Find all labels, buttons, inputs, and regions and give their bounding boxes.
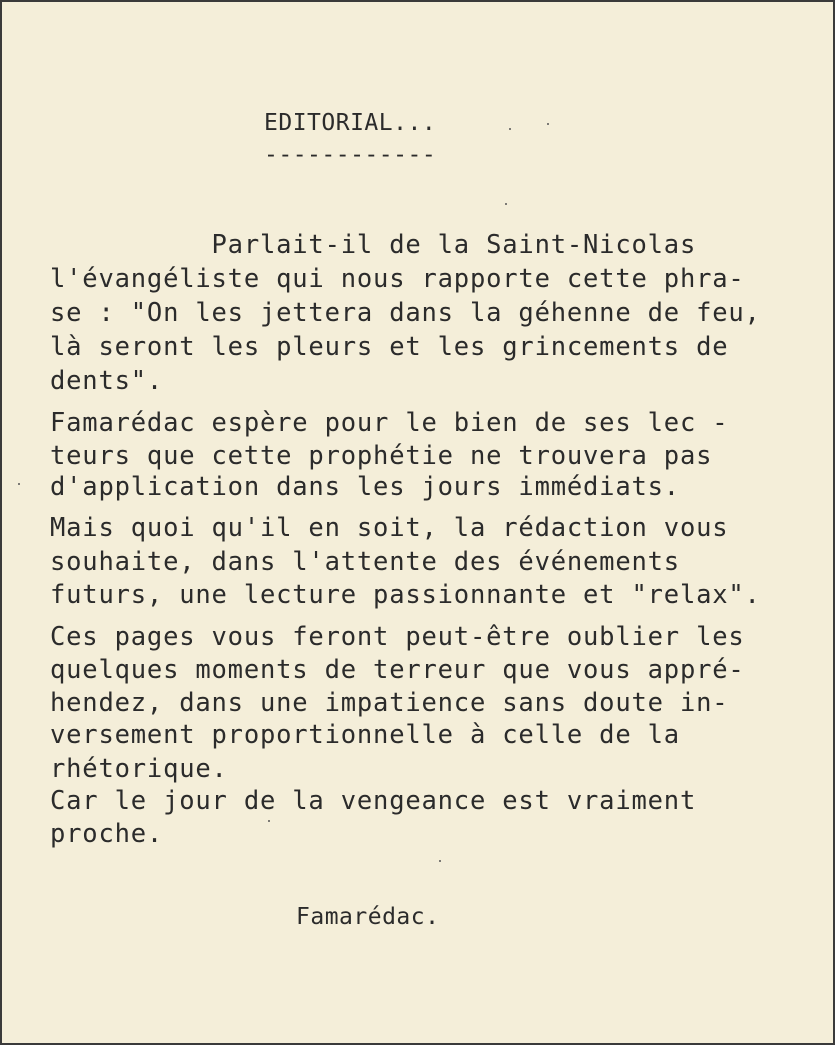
paper-speck (18, 483, 20, 485)
title-underline: ------------ (264, 142, 437, 168)
text-line: d'application dans les jours immédiats. (50, 472, 680, 502)
paper-speck (505, 203, 507, 205)
text-line: futurs, une lecture passionnante et "relax". (50, 580, 761, 610)
paper-speck (439, 860, 441, 862)
text-line: Parlait-il de la Saint-Nicolas (50, 230, 697, 260)
text-line: Mais quoi qu'il en soit, la rédaction vous (50, 513, 729, 543)
paper-speck (547, 123, 549, 125)
text-line: proche. (50, 819, 164, 849)
text-line: là seront les pleurs et les grincements de (50, 332, 729, 362)
text-line: souhaite, dans l'attente des événements (50, 547, 680, 577)
paper-speck (268, 820, 270, 822)
text-line: Car le jour de la vengeance est vraiment (50, 786, 697, 816)
editorial-title: EDITORIAL... (264, 110, 437, 136)
text-line: versement proportionnelle à celle de la (50, 720, 680, 750)
signature: Famarédac. (296, 904, 440, 930)
text-line: l'évangéliste qui nous rapporte cette phra- (50, 264, 745, 294)
text-line: dents". (50, 366, 164, 396)
text-line: Ces pages vous feront peut-être oublier les (50, 622, 745, 652)
paper-speck (509, 128, 511, 130)
text-line: se : "On les jettera dans la géhenne de feu, (50, 298, 761, 328)
text-line: quelques moments de terreur que vous appré- (50, 655, 745, 685)
text-line: Famarédac espère pour le bien de ses lec - (50, 408, 729, 438)
text-line: rhétorique. (50, 754, 228, 784)
text-line: hendez, dans une impatience sans doute in- (50, 688, 729, 718)
text-line: teurs que cette prophétie ne trouvera pas (50, 441, 713, 471)
